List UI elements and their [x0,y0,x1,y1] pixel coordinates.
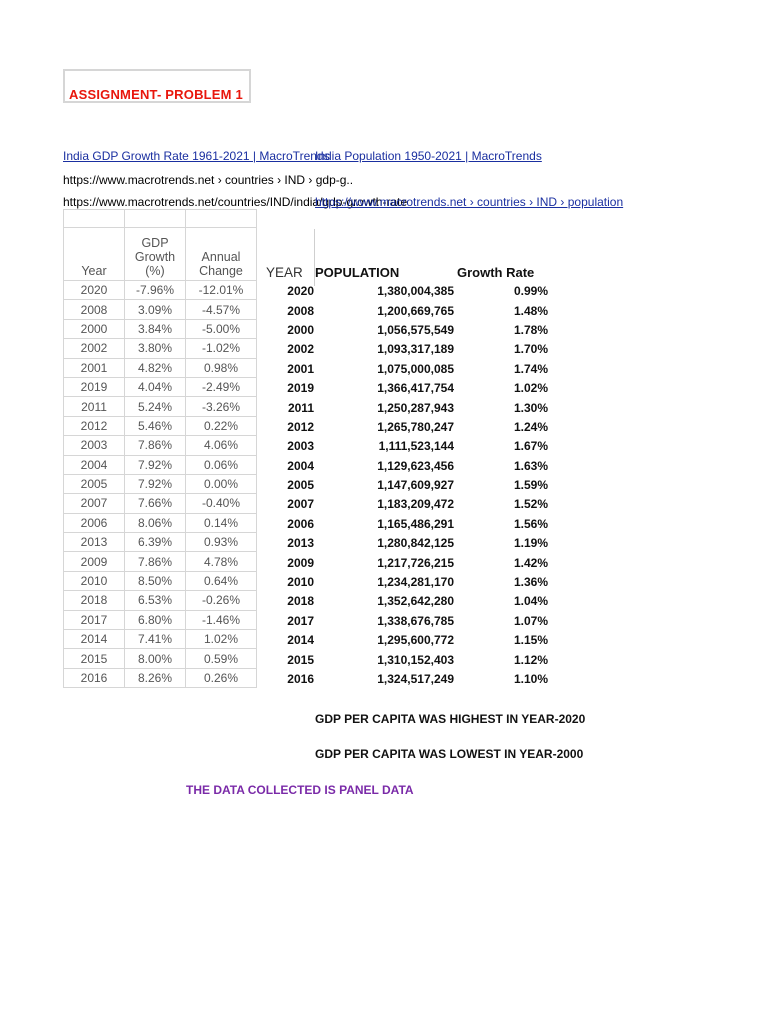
pop-cell-population: 1,280,842,125 [377,536,454,551]
pop-cell-growth-rate: 1.74% [513,361,548,376]
gdp-cell-growth: 8.06% [125,513,186,532]
gdp-cell-change: -1.46% [186,610,257,629]
gdp-cell-growth: 3.09% [125,300,186,319]
pop-cell-year: 2019 [287,381,314,396]
pop-cell-population: 1,310,152,403 [377,652,454,667]
gdp-cell-change: 0.06% [186,455,257,474]
gdp-table-row [64,416,257,435]
population-table-row [258,670,548,689]
population-url-link[interactable]: https://www.macrotrends.net › countries › IND › population [315,195,624,209]
gdp-cell-year: 2019 [64,377,125,396]
population-table-row [258,282,548,301]
population-table-row [258,573,548,592]
gdp-cell-change: 0.93% [186,533,257,552]
population-table-row [258,534,548,553]
pop-cell-population: 1,075,000,085 [377,361,454,376]
gdp-cell-change: -2.49% [186,377,257,396]
gdp-table-blank-row [64,210,257,228]
pop-cell-year: 2001 [287,361,314,376]
gdp-table-row [64,455,257,474]
gdp-table-header-row [64,228,257,281]
gdp-table-row [64,358,257,377]
pop-cell-population: 1,352,642,280 [377,594,454,609]
gdp-cell-growth: 5.46% [125,416,186,435]
pop-cell-year: 2010 [287,575,314,590]
gdp-cell-year: 2015 [64,649,125,668]
gdp-table-row [64,649,257,668]
gdp-cell-change: -0.40% [186,494,257,513]
gdp-url-cell [63,193,408,209]
gdp-cell-growth: 6.53% [125,591,186,610]
pop-cell-population: 1,165,486,291 [377,516,454,531]
gdp-cell-change: 0.14% [186,513,257,532]
pop-cell-growth-rate: 1.56% [513,516,548,531]
pop-cell-population: 1,200,669,765 [377,303,454,318]
gdp-cell-growth: 8.26% [125,668,186,687]
gdp-cell-growth: 7.41% [125,630,186,649]
gdp-table-row [64,533,257,552]
gdp-cell-year: 2012 [64,416,125,435]
pop-cell-year: 2009 [287,555,314,570]
gdp-cell-change: 0.00% [186,474,257,493]
gdp-source-link[interactable]: India GDP Growth Rate 1961-2021 | MacroTrends [63,149,330,163]
pop-cell-growth-rate: 1.30% [513,400,548,415]
pop-cell-growth-rate: 1.42% [513,555,548,570]
population-table-row [258,612,548,631]
pop-cell-year: 2004 [287,458,314,473]
gdp-cell-growth: 4.82% [125,358,186,377]
gdp-cell-growth: 6.80% [125,610,186,629]
gdp-cell-growth: 7.66% [125,494,186,513]
pop-cell-growth-rate: 1.10% [513,672,548,686]
gdp-cell-growth: 6.39% [125,533,186,552]
gdp-header-change: Annual Change [186,228,257,281]
gdp-link-cell [63,147,330,163]
pop-cell-population: 1,380,004,385 [377,284,454,299]
pop-cell-growth-rate: 1.67% [513,439,548,454]
page-title: ASSIGNMENT- PROBLEM 1 [69,87,243,102]
gdp-table-row [64,630,257,649]
gdp-cell-year: 2016 [64,668,125,687]
population-table-row [258,592,548,611]
gdp-cell-change: -0.26% [186,591,257,610]
population-table-row [258,321,548,340]
pop-header-year: YEAR [266,265,303,280]
gdp-cell-change: -12.01% [186,281,257,300]
gdp-cell-change: 0.64% [186,571,257,590]
gdp-cell-growth: 7.92% [125,474,186,493]
gdp-cell-change: -3.26% [186,397,257,416]
gdp-table-row [64,339,257,358]
population-url-cell [315,193,624,209]
pop-cell-population: 1,250,287,943 [377,400,454,415]
pop-cell-population: 1,056,575,549 [377,322,454,337]
pop-cell-year: 2012 [287,419,314,434]
pop-cell-population: 1,111,523,144 [378,439,454,454]
pop-cell-year: 2003 [287,439,314,454]
pop-cell-growth-rate: 1.70% [513,342,548,357]
population-table-row [258,476,548,495]
lowest-note-cell [315,745,584,763]
pop-cell-population: 1,183,209,472 [377,497,454,512]
gdp-table-row [64,571,257,590]
gdp-cell-growth: 7.86% [125,552,186,571]
gdp-cell-year: 2004 [64,455,125,474]
gdp-cell-change: 0.22% [186,416,257,435]
gdp-growth-table [63,209,257,688]
pop-cell-population: 1,295,600,772 [377,633,454,648]
gdp-url-full: https://www.macrotrends.net/countries/IND/india/gdp-growth-rate [63,195,408,209]
pop-cell-growth-rate: 1.52% [513,497,548,512]
gdp-cell-change: 4.78% [186,552,257,571]
pop-cell-year: 2011 [287,400,314,415]
gdp-cell-growth: 8.50% [125,571,186,590]
pop-cell-year: 2000 [287,322,314,337]
pop-cell-year: 2002 [287,342,314,357]
pop-cell-year: 2006 [287,516,314,531]
gdp-cell-growth: -7.96% [125,281,186,300]
gdp-table-row [64,397,257,416]
title-cell [63,69,251,103]
gdp-cell-change: 0.26% [186,668,257,687]
gdp-cell-growth: 4.04% [125,377,186,396]
pop-cell-year: 2016 [287,672,314,686]
population-table-row [258,553,548,572]
gdp-table-row [64,552,257,571]
pop-header-population: POPULATION [315,265,400,280]
highest-note: GDP PER CAPITA WAS HIGHEST IN YEAR-2020 [315,712,586,726]
population-table-row [258,398,548,417]
gdp-table-row [64,377,257,396]
gdp-table-row [64,319,257,338]
pop-cell-population: 1,234,281,170 [377,575,454,590]
pop-cell-year: 2018 [287,594,314,609]
gdp-cell-year: 2003 [64,436,125,455]
population-table-row [258,515,548,534]
gdp-cell-year: 2010 [64,571,125,590]
gdp-table-row [64,494,257,513]
population-source-link[interactable]: India Population 1950-2021 | MacroTrends [315,149,542,163]
population-table-row [258,650,548,669]
pop-cell-growth-rate: 1.63% [513,458,548,473]
population-table-row [258,457,548,476]
gdp-table-row [64,474,257,493]
pop-cell-growth-rate: 1.07% [513,613,548,628]
gdp-url-line: https://www.macrotrends.net › countries › IND › gdp-g.. [63,173,354,187]
pop-cell-growth-rate: 1.36% [513,575,548,590]
pop-cell-population: 1,324,517,249 [377,672,454,686]
pop-cell-population: 1,265,780,247 [377,419,454,434]
pop-cell-growth-rate: 1.15% [513,633,548,648]
population-table-row [258,495,548,514]
pop-cell-year: 2005 [287,478,314,493]
gdp-cell-growth: 8.00% [125,649,186,668]
pop-cell-year: 2017 [287,613,314,628]
gdp-cell-change: -4.57% [186,300,257,319]
population-table-row [258,437,548,456]
pop-cell-year: 2014 [287,633,314,648]
gdp-cell-year: 2000 [64,319,125,338]
population-table-row [258,301,548,320]
pop-cell-growth-rate: 0.99% [513,284,548,299]
pop-cell-population: 1,093,317,189 [377,342,454,357]
pop-cell-population: 1,217,726,215 [377,555,454,570]
pop-cell-growth-rate: 1.24% [513,419,548,434]
gdp-cell-growth: 3.80% [125,339,186,358]
pop-header-growth-rate: Growth Rate [457,265,535,280]
population-table-row [258,340,548,359]
gdp-cell-year: 2005 [64,474,125,493]
population-table [258,282,548,689]
gdp-cell-growth: 5.24% [125,397,186,416]
gdp-cell-change: -5.00% [186,319,257,338]
pop-cell-year: 2020 [287,284,314,299]
gdp-table-row [64,591,257,610]
pop-cell-growth-rate: 1.19% [513,536,548,551]
gdp-cell-change: 0.98% [186,358,257,377]
population-table-row [258,418,548,437]
pop-cell-growth-rate: 1.12% [513,652,548,667]
gdp-cell-year: 2007 [64,494,125,513]
gdp-header-growth: GDP Growth (%) [125,228,186,281]
gdp-cell-year: 2017 [64,610,125,629]
pop-cell-year: 2015 [287,652,314,667]
gdp-cell-change: 0.59% [186,649,257,668]
pop-cell-population: 1,366,417,754 [377,381,454,396]
gdp-cell-growth: 7.92% [125,455,186,474]
gdp-table-row [64,300,257,319]
gdp-cell-year: 2014 [64,630,125,649]
gdp-cell-year: 2011 [64,397,125,416]
gdp-cell-change: -1.02% [186,339,257,358]
gdp-header-year: Year [64,228,125,281]
gdp-cell-year: 2001 [64,358,125,377]
gdp-table-row [64,436,257,455]
gdp-cell-year: 2018 [64,591,125,610]
gdp-cell-year: 2006 [64,513,125,532]
gdp-cell-year: 2002 [64,339,125,358]
gdp-cell-change: 4.06% [186,436,257,455]
pop-cell-growth-rate: 1.59% [513,478,548,493]
gdp-table-row [64,281,257,300]
pop-cell-year: 2008 [287,303,314,318]
panel-data-note: THE DATA COLLECTED IS PANEL DATA [186,783,414,797]
population-table-row [258,631,548,650]
pop-cell-population: 1,338,676,785 [377,613,454,628]
gdp-cell-year: 2020 [64,281,125,300]
lowest-note: GDP PER CAPITA WAS LOWEST IN YEAR-2000 [315,747,584,761]
gdp-cell-growth: 7.86% [125,436,186,455]
gdp-cell-growth: 3.84% [125,319,186,338]
gdp-cell-year: 2009 [64,552,125,571]
pop-cell-year: 2007 [287,497,314,512]
gdp-table-row [64,513,257,532]
pop-cell-growth-rate: 1.02% [513,381,548,396]
population-table-row [258,379,548,398]
gdp-cell-year: 2008 [64,300,125,319]
pop-cell-year: 2013 [287,536,314,551]
pop-cell-growth-rate: 1.04% [513,594,548,609]
pop-cell-growth-rate: 1.78% [513,322,548,337]
population-link-cell [315,147,549,163]
gdp-cell-year: 2013 [64,533,125,552]
highest-note-cell [315,710,586,728]
gdp-cell-change: 1.02% [186,630,257,649]
pop-cell-population: 1,129,623,456 [377,458,454,473]
pop-cell-population: 1,147,609,927 [377,478,454,493]
population-table-row [258,360,548,379]
gdp-table-row [64,668,257,687]
gdp-table-row [64,610,257,629]
pop-cell-growth-rate: 1.48% [513,303,548,318]
